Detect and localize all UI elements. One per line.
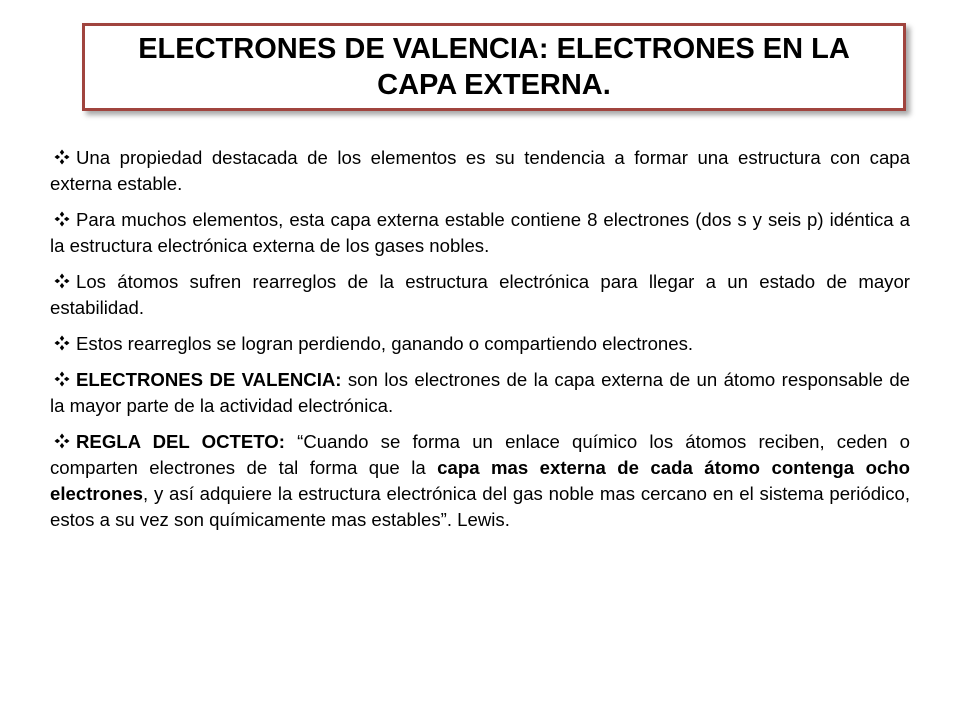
diamond-quad-icon [54,149,70,165]
bullet-text: , y así adquiere la estructura electrónica del gas noble mas cercano en el sistema periódico, estos a su vez son químicamente mas estables”. Lewis. [50,483,910,530]
bullet-item [50,207,910,259]
diamond-quad-icon [54,335,70,351]
diamond-quad-icon [54,211,70,227]
diamond-quad-icon [54,433,70,449]
bullet-item [50,367,910,419]
bullet-text: Los átomos sufren rearreglos de la estructura electrónica para llegar a un estado de mayor estabilidad. [50,271,910,318]
bullet-emphasis: capa mas externa de cada átomo contenga ocho electrones [50,457,910,504]
bullet-item [50,269,910,321]
bullet-label: REGLA DEL OCTETO: [76,431,285,452]
bullet-text: Estos rearreglos se logran perdiendo, ganando o compartiendo electrones. [76,333,694,354]
title-box [82,23,906,111]
bullet-item [50,429,910,533]
bullet-label: ELECTRONES DE VALENCIA: [76,369,342,390]
diamond-quad-icon [54,371,70,387]
bullet-item [50,145,910,197]
slide-title: ELECTRONES DE VALENCIA: ELECTRONES EN LA CAPA EXTERNA. [138,33,850,101]
bullet-list [50,145,910,543]
diamond-quad-icon [54,273,70,289]
bullet-text: son los electrones de la capa externa de un átomo responsable de la mayor parte de la actividad electrónica. [50,369,910,416]
bullet-text: Para muchos elementos, esta capa externa estable contiene 8 electrones (dos s y seis p) idéntica a la estructura electrónica externa de los gases nobles. [50,209,910,256]
bullet-text: “Cuando se forma un enlace químico los átomos reciben, ceden o comparten electrones de tal forma que la [50,431,910,478]
bullet-item [50,331,910,357]
bullet-text: Una propiedad destacada de los elementos es su tendencia a formar una estructura con capa externa estable. [50,147,910,194]
